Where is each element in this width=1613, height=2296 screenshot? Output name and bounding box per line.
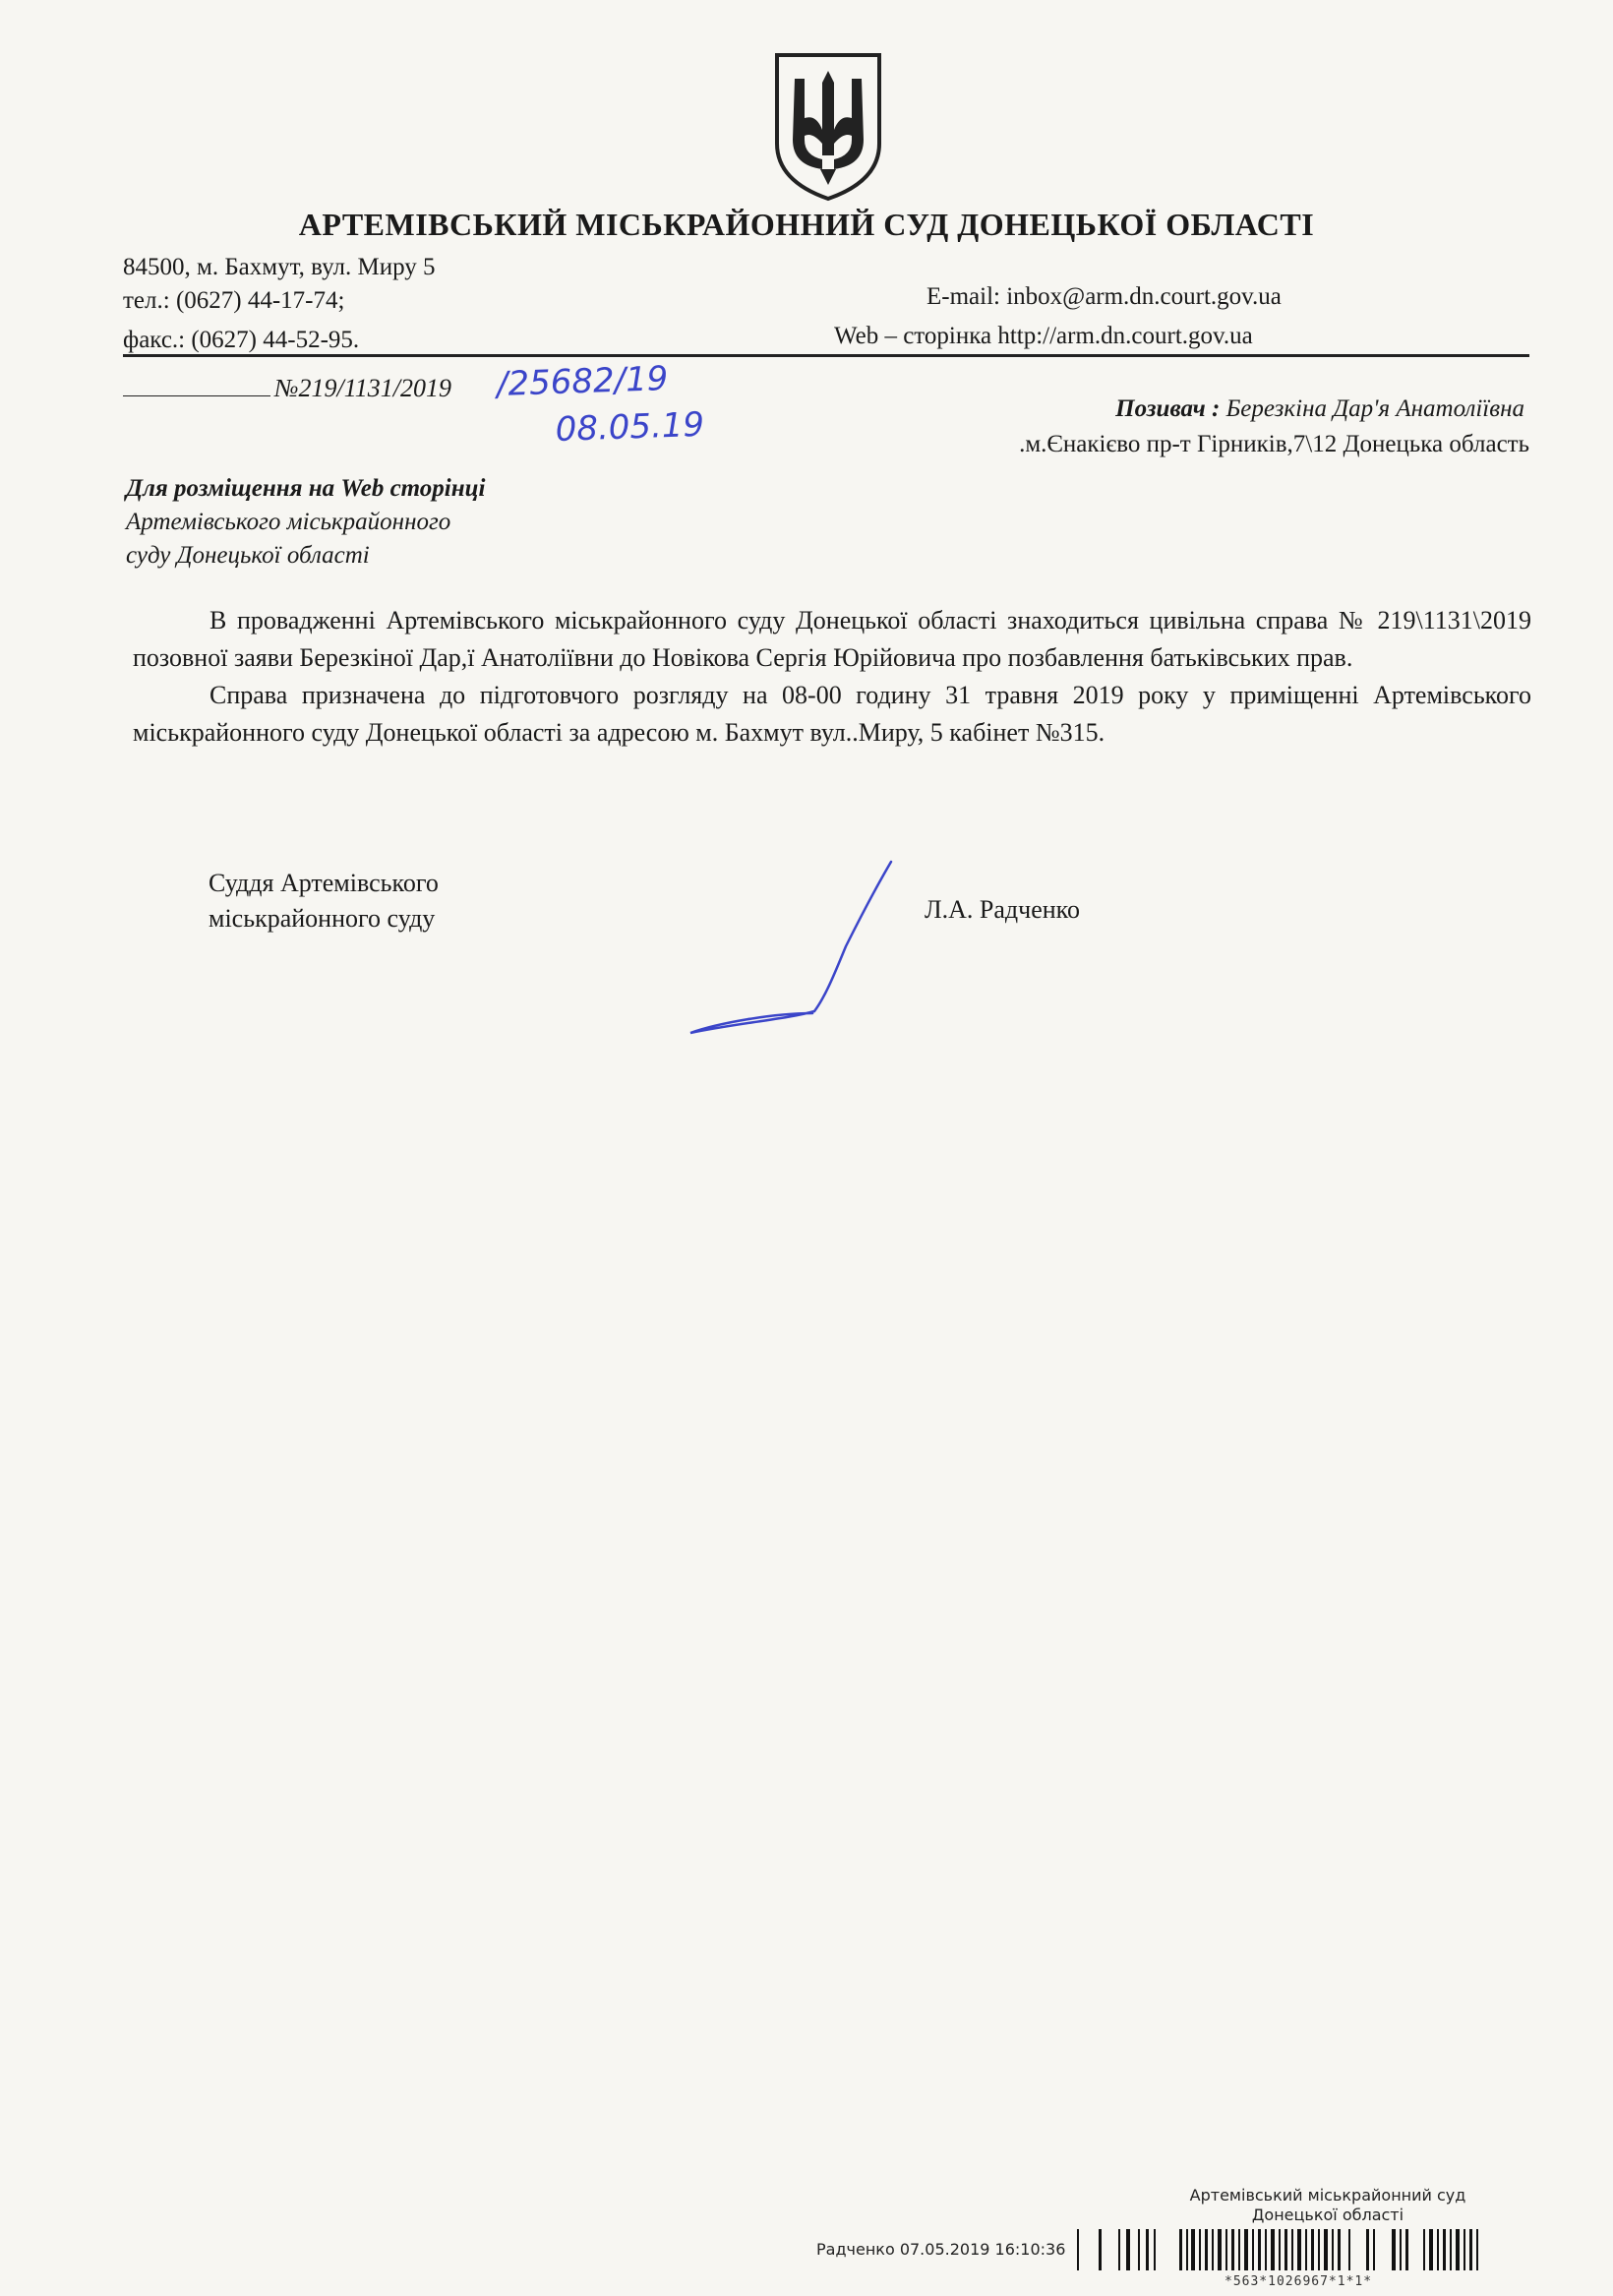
outgoing-number-line: [123, 374, 451, 403]
handwritten-signature: [679, 856, 915, 1038]
registration-date: 08.05.19: [554, 404, 705, 450]
web-note-line-1: Для розміщення на Web сторінці: [126, 475, 486, 502]
notice-body: [133, 602, 1531, 752]
footer-court-name: [1151, 2186, 1505, 2225]
registration-number: 25682/19: [507, 358, 670, 404]
court-email: E-mail: inbox@arm.dn.court.gov.ua: [926, 283, 1282, 310]
registration-stamp: [496, 358, 705, 450]
coat-of-arms-emblem: [771, 49, 885, 203]
court-website: Web – сторінка http://arm.dn.court.gov.ua: [834, 323, 1253, 349]
court-phone: тел.: (0627) 44-17-74;: [123, 287, 345, 314]
web-publication-note: [126, 472, 485, 573]
judge-title-line-1: Суддя Артемівського: [209, 869, 439, 897]
judge-name: Л.А. Радченко: [925, 895, 1080, 924]
judge-title: [209, 866, 439, 937]
header-divider: [123, 354, 1529, 357]
plaintiff-name: Березкіна Дар'я Анатоліївна: [1225, 395, 1524, 422]
outgoing-blank: [123, 395, 270, 396]
footer-timestamp: Радченко 07.05.2019 16:10:36: [816, 2240, 1066, 2259]
body-paragraph-2: Справа призначена до підготовчого розгляду на 08-00 годину 31 травня 2019 року у приміщенні Артемівського міськрайонного суду Донецької області за адресою м. Бахмут вул..Миру, 5 кабінет №315.: [133, 681, 1531, 747]
footer-court-line-1: Артемівський міськрайонний суд: [1189, 2186, 1466, 2205]
registration-slash: /: [496, 364, 509, 405]
judge-title-line-2: міськрайонного суду: [209, 904, 436, 933]
plaintiff-address: .м.Єнакієво пр-т Гірників,7\12 Донецька область: [1019, 431, 1529, 457]
plaintiff-label: Позивач :: [1115, 395, 1221, 422]
outgoing-number: №219/1131/2019: [274, 374, 452, 402]
web-note-line-2: Артемівського міськрайонного: [126, 509, 451, 535]
court-fax: факс.: (0627) 44-52-95.: [123, 327, 360, 353]
court-title: АРТЕМІВСЬКИЙ МІСЬКРАЙОННИЙ СУД ДОНЕЦЬКОЇ ОБЛАСТІ: [298, 207, 1315, 242]
body-paragraph-1: В провадженні Артемівського міськрайонного суду Донецької області знаходиться цивільна справа № 219\1131\2019 позовної заяви Березкіної Дар,ї Анатоліївни до Новікова Сергія Юрійовича про позбавлення батьківських прав.: [133, 606, 1531, 672]
barcode-icon: [1077, 2223, 1559, 2272]
barcode-number: *563*1026967*1*1*: [1225, 2274, 1373, 2289]
footer-court-line-2: Донецької області: [1251, 2205, 1404, 2224]
web-note-line-3: суду Донецької області: [126, 542, 370, 569]
plaintiff-line: [885, 395, 1524, 423]
court-address: 84500, м. Бахмут, вул. Миру 5: [123, 254, 436, 280]
